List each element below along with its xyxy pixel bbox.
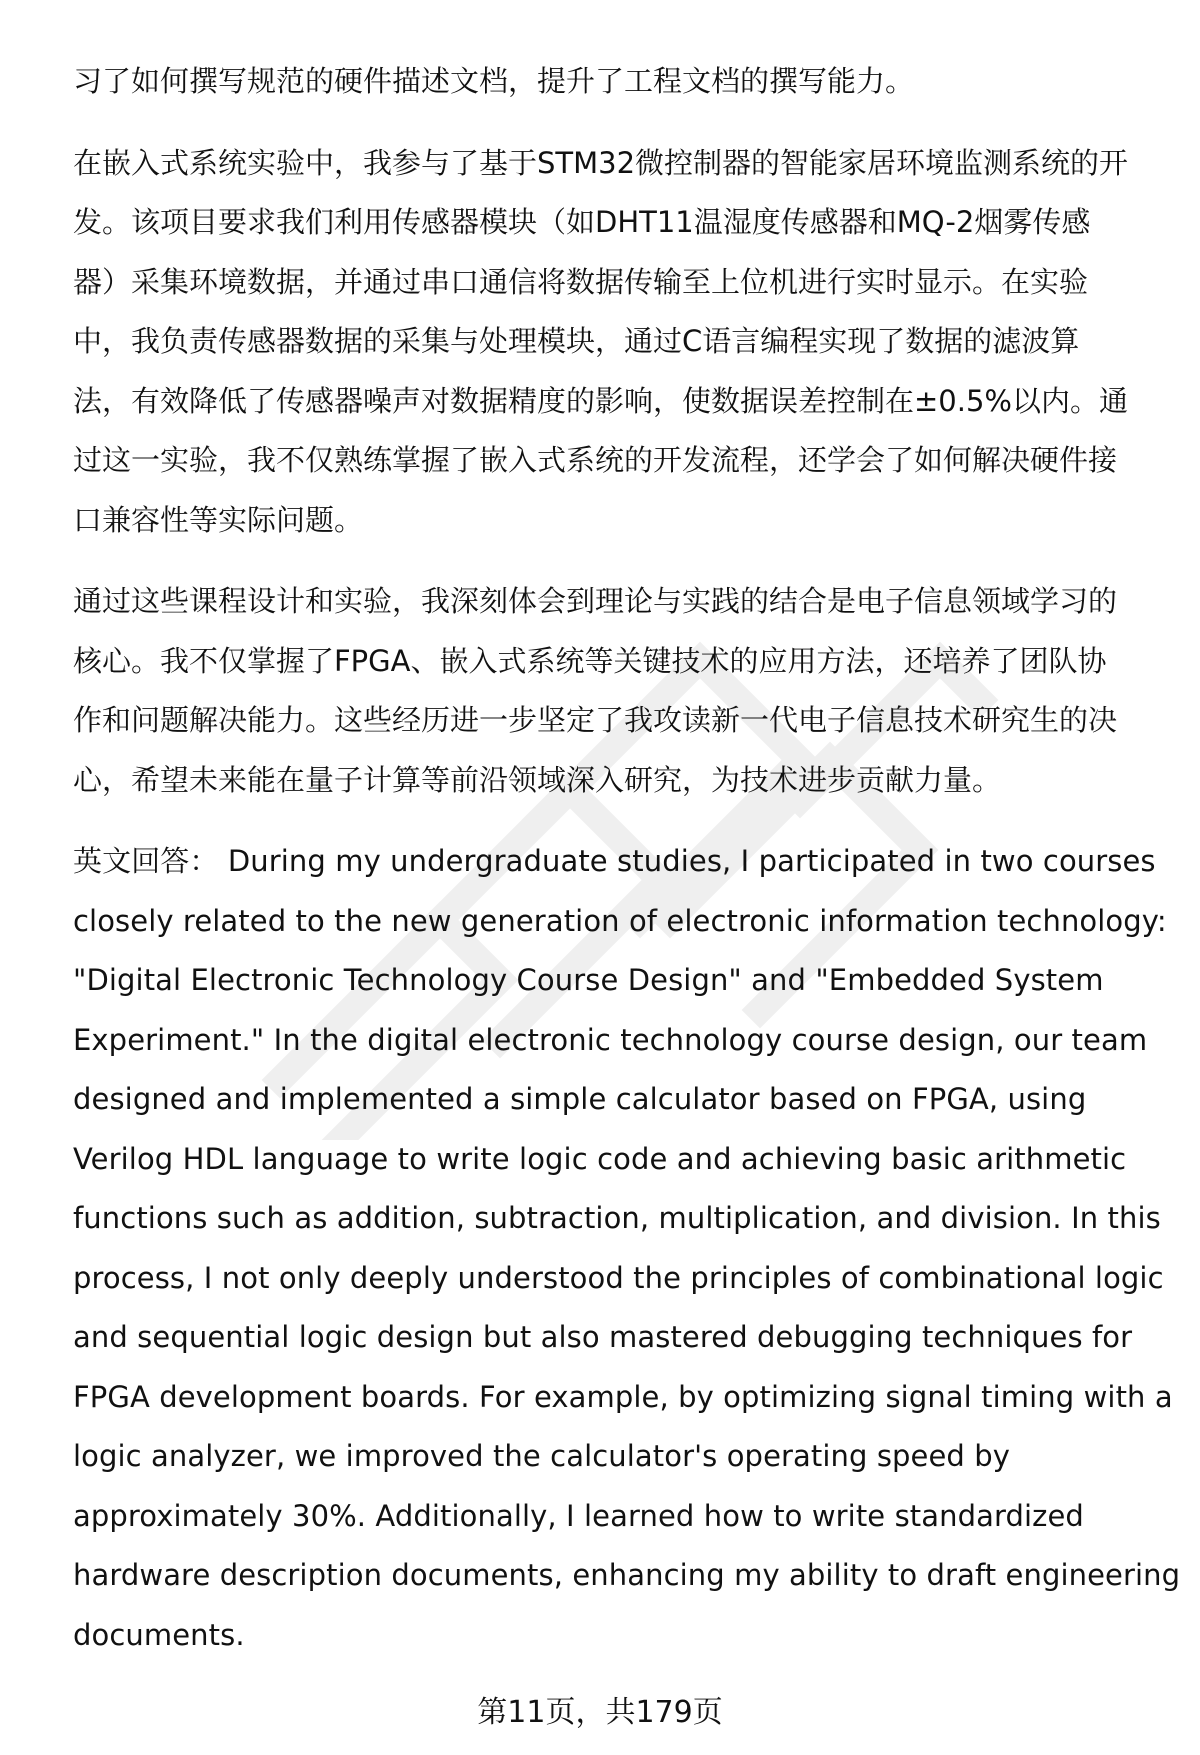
text-line: closely related to the new generation of electronic information technology: — [73, 903, 1167, 938]
text-line: "Digital Electronic Technology Course Design" and "Embedded System — [73, 963, 1104, 997]
text-line: and sequential logic design but also mastered debugging techniques for — [73, 1320, 1133, 1354]
text-line: process, I not only deeply understood the principles of combinational logic — [73, 1260, 1164, 1295]
text-line: 作和问题解决能力。这些经历进一步坚定了我攻读新一代电子信息技术研究生的决 — [73, 703, 1118, 737]
text-line: documents. — [73, 1617, 245, 1652]
page-number-footer: 第11页，共179页 — [477, 1695, 723, 1730]
text-line: 中，我负责传感器数据的采集与处理模块，通过C语言编程实现了数据的滤波算 — [73, 324, 1080, 358]
paragraph-3 — [73, 572, 1158, 810]
document-body — [73, 52, 1181, 1687]
paragraph-4-english-answer — [73, 832, 1181, 1665]
text-line: 口兼容性等实际问题。 — [73, 502, 364, 537]
text-line: Experiment." In the digital electronic technology course design, our team — [73, 1022, 1148, 1057]
text-line: 过这一实验，我不仅熟练掌握了嵌入式系统的开发流程，还学会了如何解决硬件接 — [73, 443, 1118, 477]
text-line: Verilog HDL language to write logic code and achieving basic arithmetic — [73, 1141, 1127, 1176]
text-line: 通过这些课程设计和实验，我深刻体会到理论与实践的结合是电子信息领域学习的 — [73, 584, 1118, 618]
text-line: approximately 30%. Additionally, I learned how to write standardized — [73, 1498, 1084, 1533]
paragraph-1 — [73, 52, 1158, 112]
text-line: 在嵌入式系统实验中，我参与了基于STM32微控制器的智能家居环境监测系统的开 — [73, 145, 1129, 180]
text-line: 心，希望未来能在量子计算等前沿领域深入研究，为技术进步贡献力量。 — [73, 762, 1002, 797]
text-line: 器）采集环境数据，并通过串口通信将数据传输至上位机进行实时显示。在实验 — [73, 264, 1089, 299]
text-line: 英文回答： During my undergraduate studies, I participated in two courses — [73, 844, 1156, 878]
text-line: hardware description documents, enhancing my ability to draft engineering — [73, 1558, 1181, 1592]
text-line: 习了如何撰写规范的硬件描述文档，提升了工程文档的撰写能力。 — [73, 64, 915, 98]
text-line: designed and implemented a simple calculator based on FPGA, using — [73, 1082, 1087, 1116]
text-line: 核心。我不仅掌握了FPGA、嵌入式系统等关键技术的应用方法，还培养了团队协 — [73, 643, 1107, 678]
text-line: functions such as addition, subtraction, multiplication, and division. In this — [73, 1201, 1161, 1235]
text-line: logic analyzer, we improved the calculator's operating speed by — [73, 1439, 1011, 1473]
text-line: FPGA development boards. For example, by optimizing signal timing with a — [73, 1379, 1173, 1414]
text-line: 发。该项目要求我们利用传感器模块（如DHT11温湿度传感器和MQ-2烟雾传感 — [73, 205, 1091, 239]
text-line: 法，有效降低了传感器噪声对数据精度的影响，使数据误差控制在±0.5%以内。通 — [73, 383, 1128, 418]
paragraph-2 — [73, 134, 1158, 551]
